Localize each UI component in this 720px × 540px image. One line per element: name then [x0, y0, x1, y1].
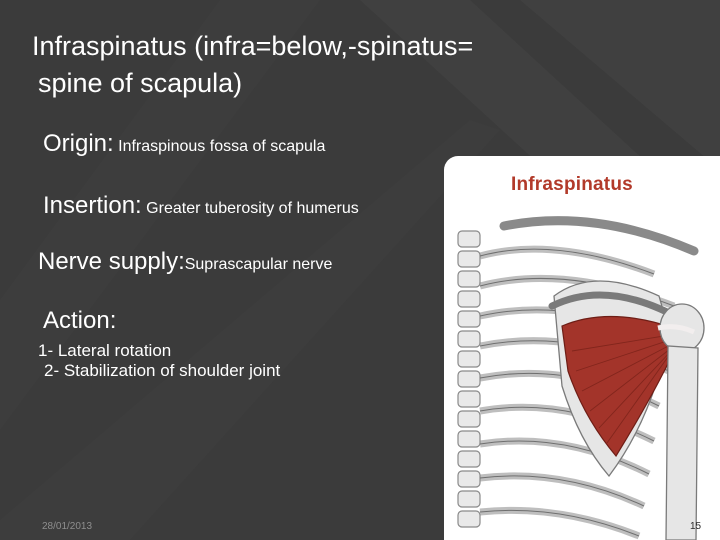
nerve-supply-label: Nerve supply: — [38, 248, 185, 275]
origin-value: Infraspinous fossa of scapula — [118, 138, 326, 155]
action-item-2: 2- Stabilization of shoulder joint — [44, 361, 281, 380]
insertion-label: Insertion: — [43, 192, 142, 219]
origin-label: Origin: — [43, 130, 114, 157]
action-item-1: 1- Lateral rotation — [38, 341, 172, 360]
slide-date: 28/01/2013 — [42, 521, 93, 532]
insertion-value: Greater tuberosity of humerus — [146, 200, 359, 217]
slide-page-number: 15 — [690, 521, 702, 532]
nerve-supply-row — [38, 248, 332, 276]
origin-row — [43, 130, 325, 158]
insertion-row — [43, 192, 359, 220]
spine-illustration — [458, 231, 480, 527]
title-line-1: Infraspinatus (infra=below,-spinatus= — [32, 31, 474, 61]
anatomy-figure — [444, 156, 720, 540]
figure-title: Infraspinatus — [511, 174, 633, 195]
slide-title — [32, 28, 592, 102]
shoulder-illustration — [444, 156, 720, 540]
action-label: Action: — [43, 307, 117, 334]
nerve-supply-value: Suprascapular nerve — [184, 256, 333, 273]
title-line-2: spine of scapula) — [38, 68, 243, 98]
humerus-illustration — [666, 346, 698, 540]
